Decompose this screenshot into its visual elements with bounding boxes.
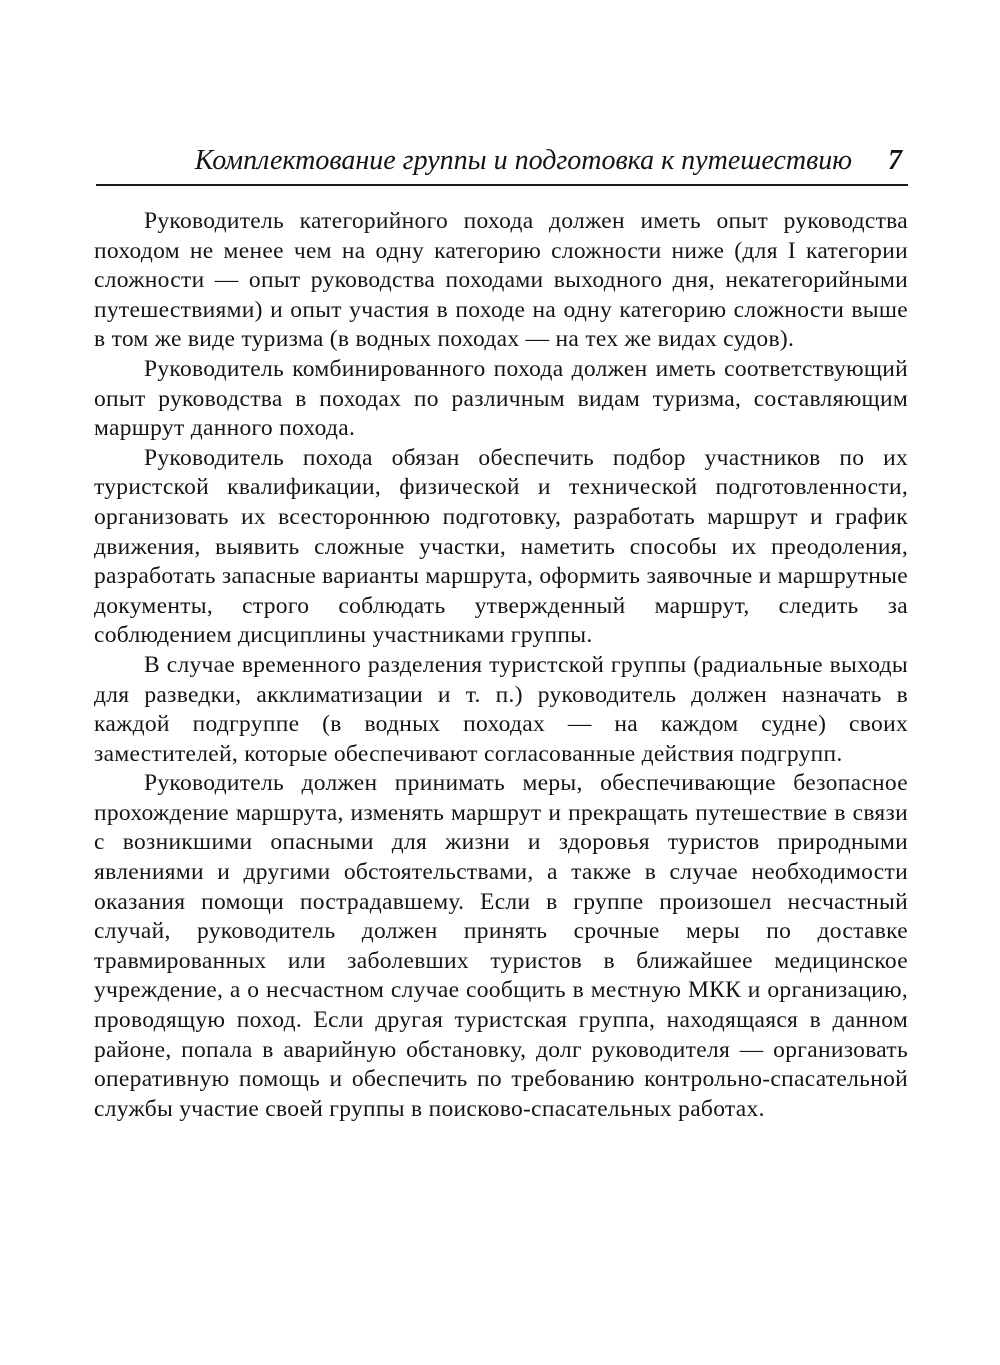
header-rule bbox=[96, 184, 908, 186]
paragraph-group-division: В случае временного разделения туристской группы (радиальные выходы для разведки, акклиматизации и т. п.) руководитель должен назначать в каждой подгруппе (в водных походах — на каждом судне) своих заместителей, которые обеспечивают согласованные действия подгрупп. bbox=[94, 651, 908, 767]
paragraph-safety-measures: Руководитель должен принимать меры, обеспечивающие безопасное прохождение маршрута, изменять маршрут и прекращать путешествие в связи с возникшими опасными для жизни и здоровья туристов природными явлениями и другими обстоятельствами, а также в случае необходимости оказания помощи пострадавшему. Если в группе произошел несчастный случай, руководитель должен принять срочные меры по доставке травмированных или заболевших туристов в ближайшее медицинское учреждение, а о несчастном случае сообщить в местную МКК и организацию, проводящую поход. Если другая туристская группа, находящаяся в данном районе, попала в аварийную обстановку, долг руководителя — организовать оперативную помощь и обеспечить по требованию контрольно-спасательной службы участие своей группы в поисково-спасательных работах. bbox=[94, 770, 908, 1122]
paragraph-leader-experience: Руководитель категорийного похода должен иметь опыт руководства походом не менее чем на одну категорию сложности ниже (для I категории сложности — опыт руководства походами выходного дня, некатегорийными путешествиями) и опыт участия в походе на одну категорию сложности выше в том же виде туризма (в водных походах — на тех же видах судов). bbox=[94, 208, 908, 353]
paragraph-combined-trip: Руководитель комбинированного похода должен иметь соответствующий опыт руководства в походах по различным видам туризма, составляющим маршрут данного похода. bbox=[94, 355, 908, 442]
running-head bbox=[96, 144, 908, 178]
running-title: Комплектование группы и подготовка к путешествию bbox=[194, 145, 852, 176]
body-text bbox=[94, 207, 908, 1124]
page-number: 7 bbox=[888, 145, 902, 176]
paragraph-leader-duties: Руководитель похода обязан обеспечить подбор участников по их туристской квалификации, физической и технической подготовленности, организовать их всестороннюю подготовку, разработать маршрут и график движения, выявить сложные участки, наметить способы их преодоления, разработать запасные варианты маршрута, оформить заявочные и маршрутные документы, строго соблюдать утвержденный маршрут, следить за соблюдением дисциплины участниками группы. bbox=[94, 444, 908, 649]
